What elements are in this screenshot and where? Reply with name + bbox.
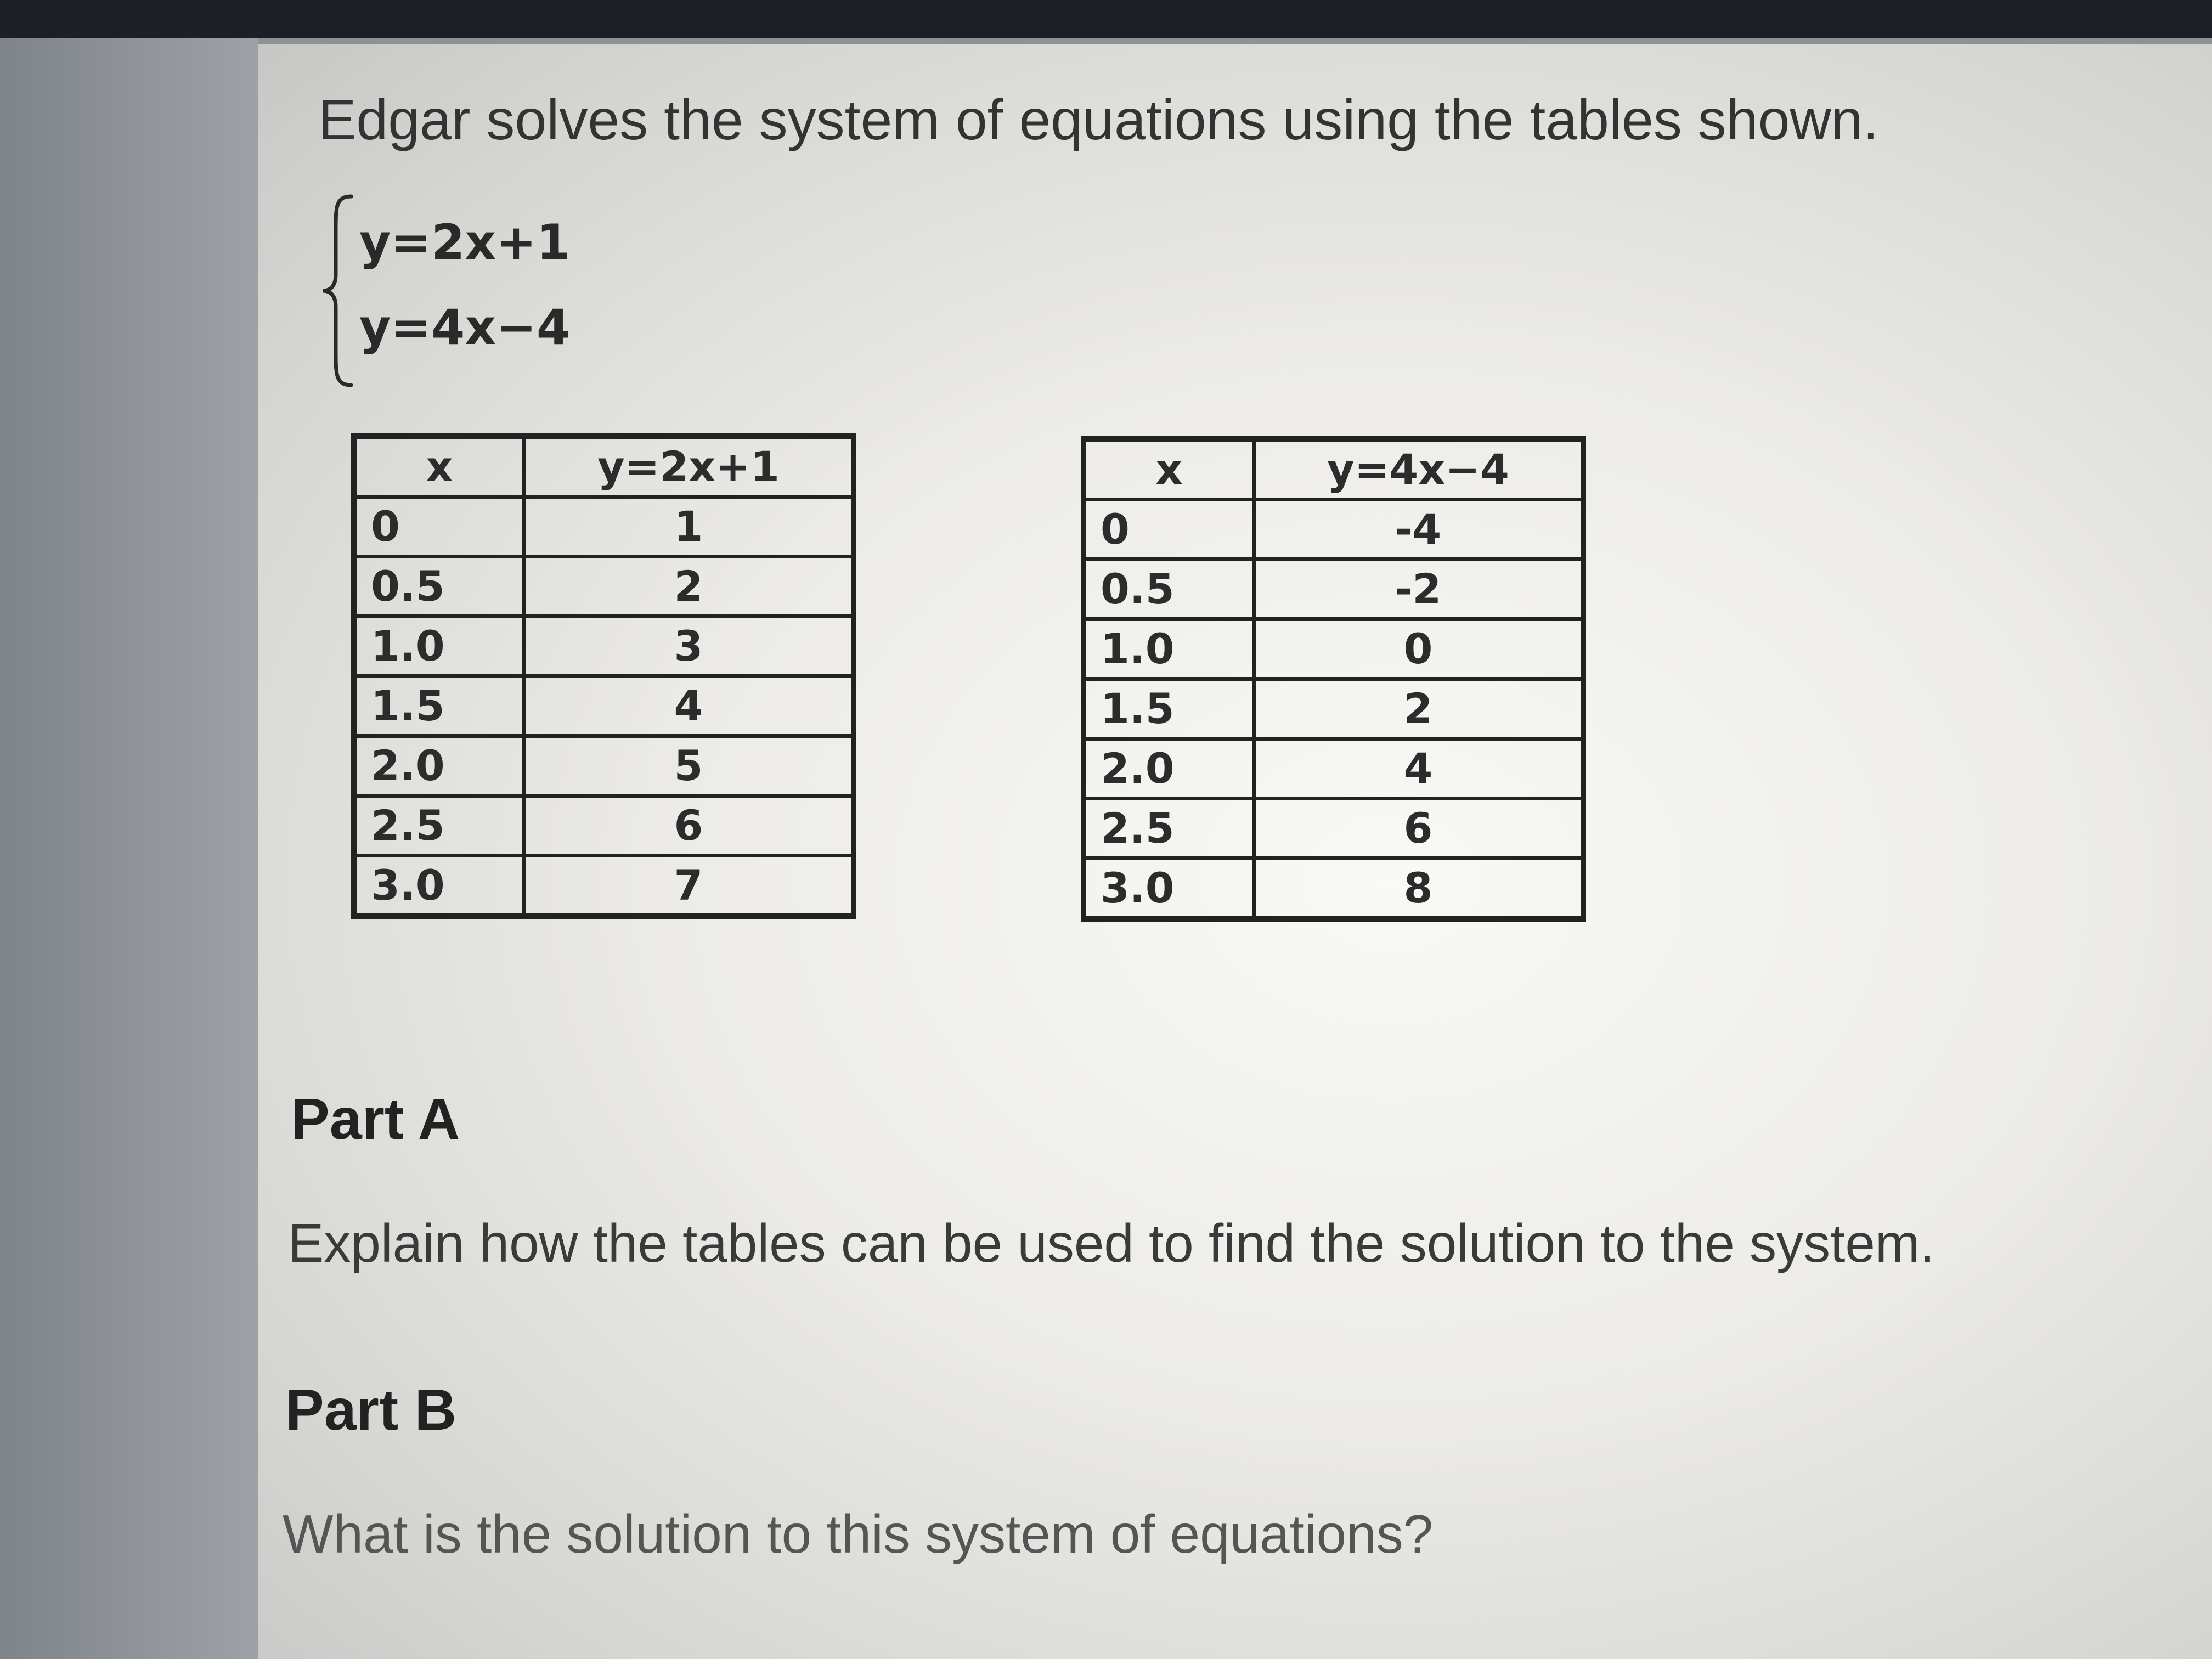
screen-bezel bbox=[0, 0, 2212, 38]
part-b-title: Part B bbox=[285, 1378, 457, 1442]
x-cell: 0.5 bbox=[354, 557, 524, 617]
x-cell: 3.0 bbox=[354, 856, 524, 917]
table-row bbox=[354, 676, 854, 736]
x-cell: 1.0 bbox=[1084, 619, 1254, 679]
equation-system bbox=[318, 192, 647, 390]
question-prompt: Edgar solves the system of equations using the tables shown. bbox=[318, 88, 1879, 152]
left-margin bbox=[0, 38, 258, 1659]
y-cell: 2 bbox=[524, 557, 854, 617]
part-a-title: Part A bbox=[291, 1087, 460, 1152]
x-cell: 0.5 bbox=[1084, 560, 1254, 619]
table-row bbox=[354, 557, 854, 617]
x-cell: 0 bbox=[1084, 500, 1254, 560]
part-b-question: What is the solution to this system of equations? bbox=[283, 1504, 1434, 1564]
equation-1: y=2x+1 bbox=[359, 214, 571, 270]
y-cell: 8 bbox=[1254, 859, 1584, 919]
table-row bbox=[1084, 679, 1583, 739]
x-cell: 2.5 bbox=[354, 796, 524, 856]
y-cell: 5 bbox=[524, 736, 854, 796]
table-row bbox=[1084, 500, 1583, 560]
table-header-row bbox=[1084, 439, 1583, 500]
table-header-row bbox=[354, 436, 854, 497]
y-cell: 2 bbox=[1254, 679, 1584, 739]
values-table-1 bbox=[351, 433, 856, 919]
table-row bbox=[1084, 739, 1583, 799]
y-cell: 6 bbox=[1254, 799, 1584, 859]
table-row bbox=[354, 617, 854, 676]
table-row bbox=[354, 856, 854, 917]
x-cell: 1.0 bbox=[354, 617, 524, 676]
x-cell: 2.0 bbox=[1084, 739, 1254, 799]
table-row bbox=[1084, 859, 1583, 919]
y-cell: 4 bbox=[1254, 739, 1584, 799]
x-cell: 0 bbox=[354, 497, 524, 557]
y-cell: 1 bbox=[524, 497, 854, 557]
x-cell: 3.0 bbox=[1084, 859, 1254, 919]
x-cell: 1.5 bbox=[1084, 679, 1254, 739]
values-table-2 bbox=[1081, 436, 1586, 922]
y-cell: 3 bbox=[524, 617, 854, 676]
y-cell: 0 bbox=[1254, 619, 1584, 679]
table-row bbox=[354, 736, 854, 796]
part-a-question: Explain how the tables can be used to find the solution to the system. bbox=[288, 1213, 1935, 1273]
table-row bbox=[1084, 619, 1583, 679]
header-y: y=4x−4 bbox=[1254, 439, 1584, 500]
left-brace-icon bbox=[318, 192, 357, 390]
x-cell: 1.5 bbox=[354, 676, 524, 736]
y-cell: 6 bbox=[524, 796, 854, 856]
table-row bbox=[354, 796, 854, 856]
table-row bbox=[1084, 799, 1583, 859]
header-y: y=2x+1 bbox=[524, 436, 854, 497]
equation-2: y=4x−4 bbox=[359, 299, 571, 356]
y-cell: -2 bbox=[1254, 560, 1584, 619]
y-cell: 4 bbox=[524, 676, 854, 736]
table-row bbox=[354, 497, 854, 557]
header-x: x bbox=[354, 436, 524, 497]
y-cell: -4 bbox=[1254, 500, 1584, 560]
header-x: x bbox=[1084, 439, 1254, 500]
y-cell: 7 bbox=[524, 856, 854, 917]
x-cell: 2.0 bbox=[354, 736, 524, 796]
question-page bbox=[258, 44, 2212, 1659]
x-cell: 2.5 bbox=[1084, 799, 1254, 859]
table-row bbox=[1084, 560, 1583, 619]
